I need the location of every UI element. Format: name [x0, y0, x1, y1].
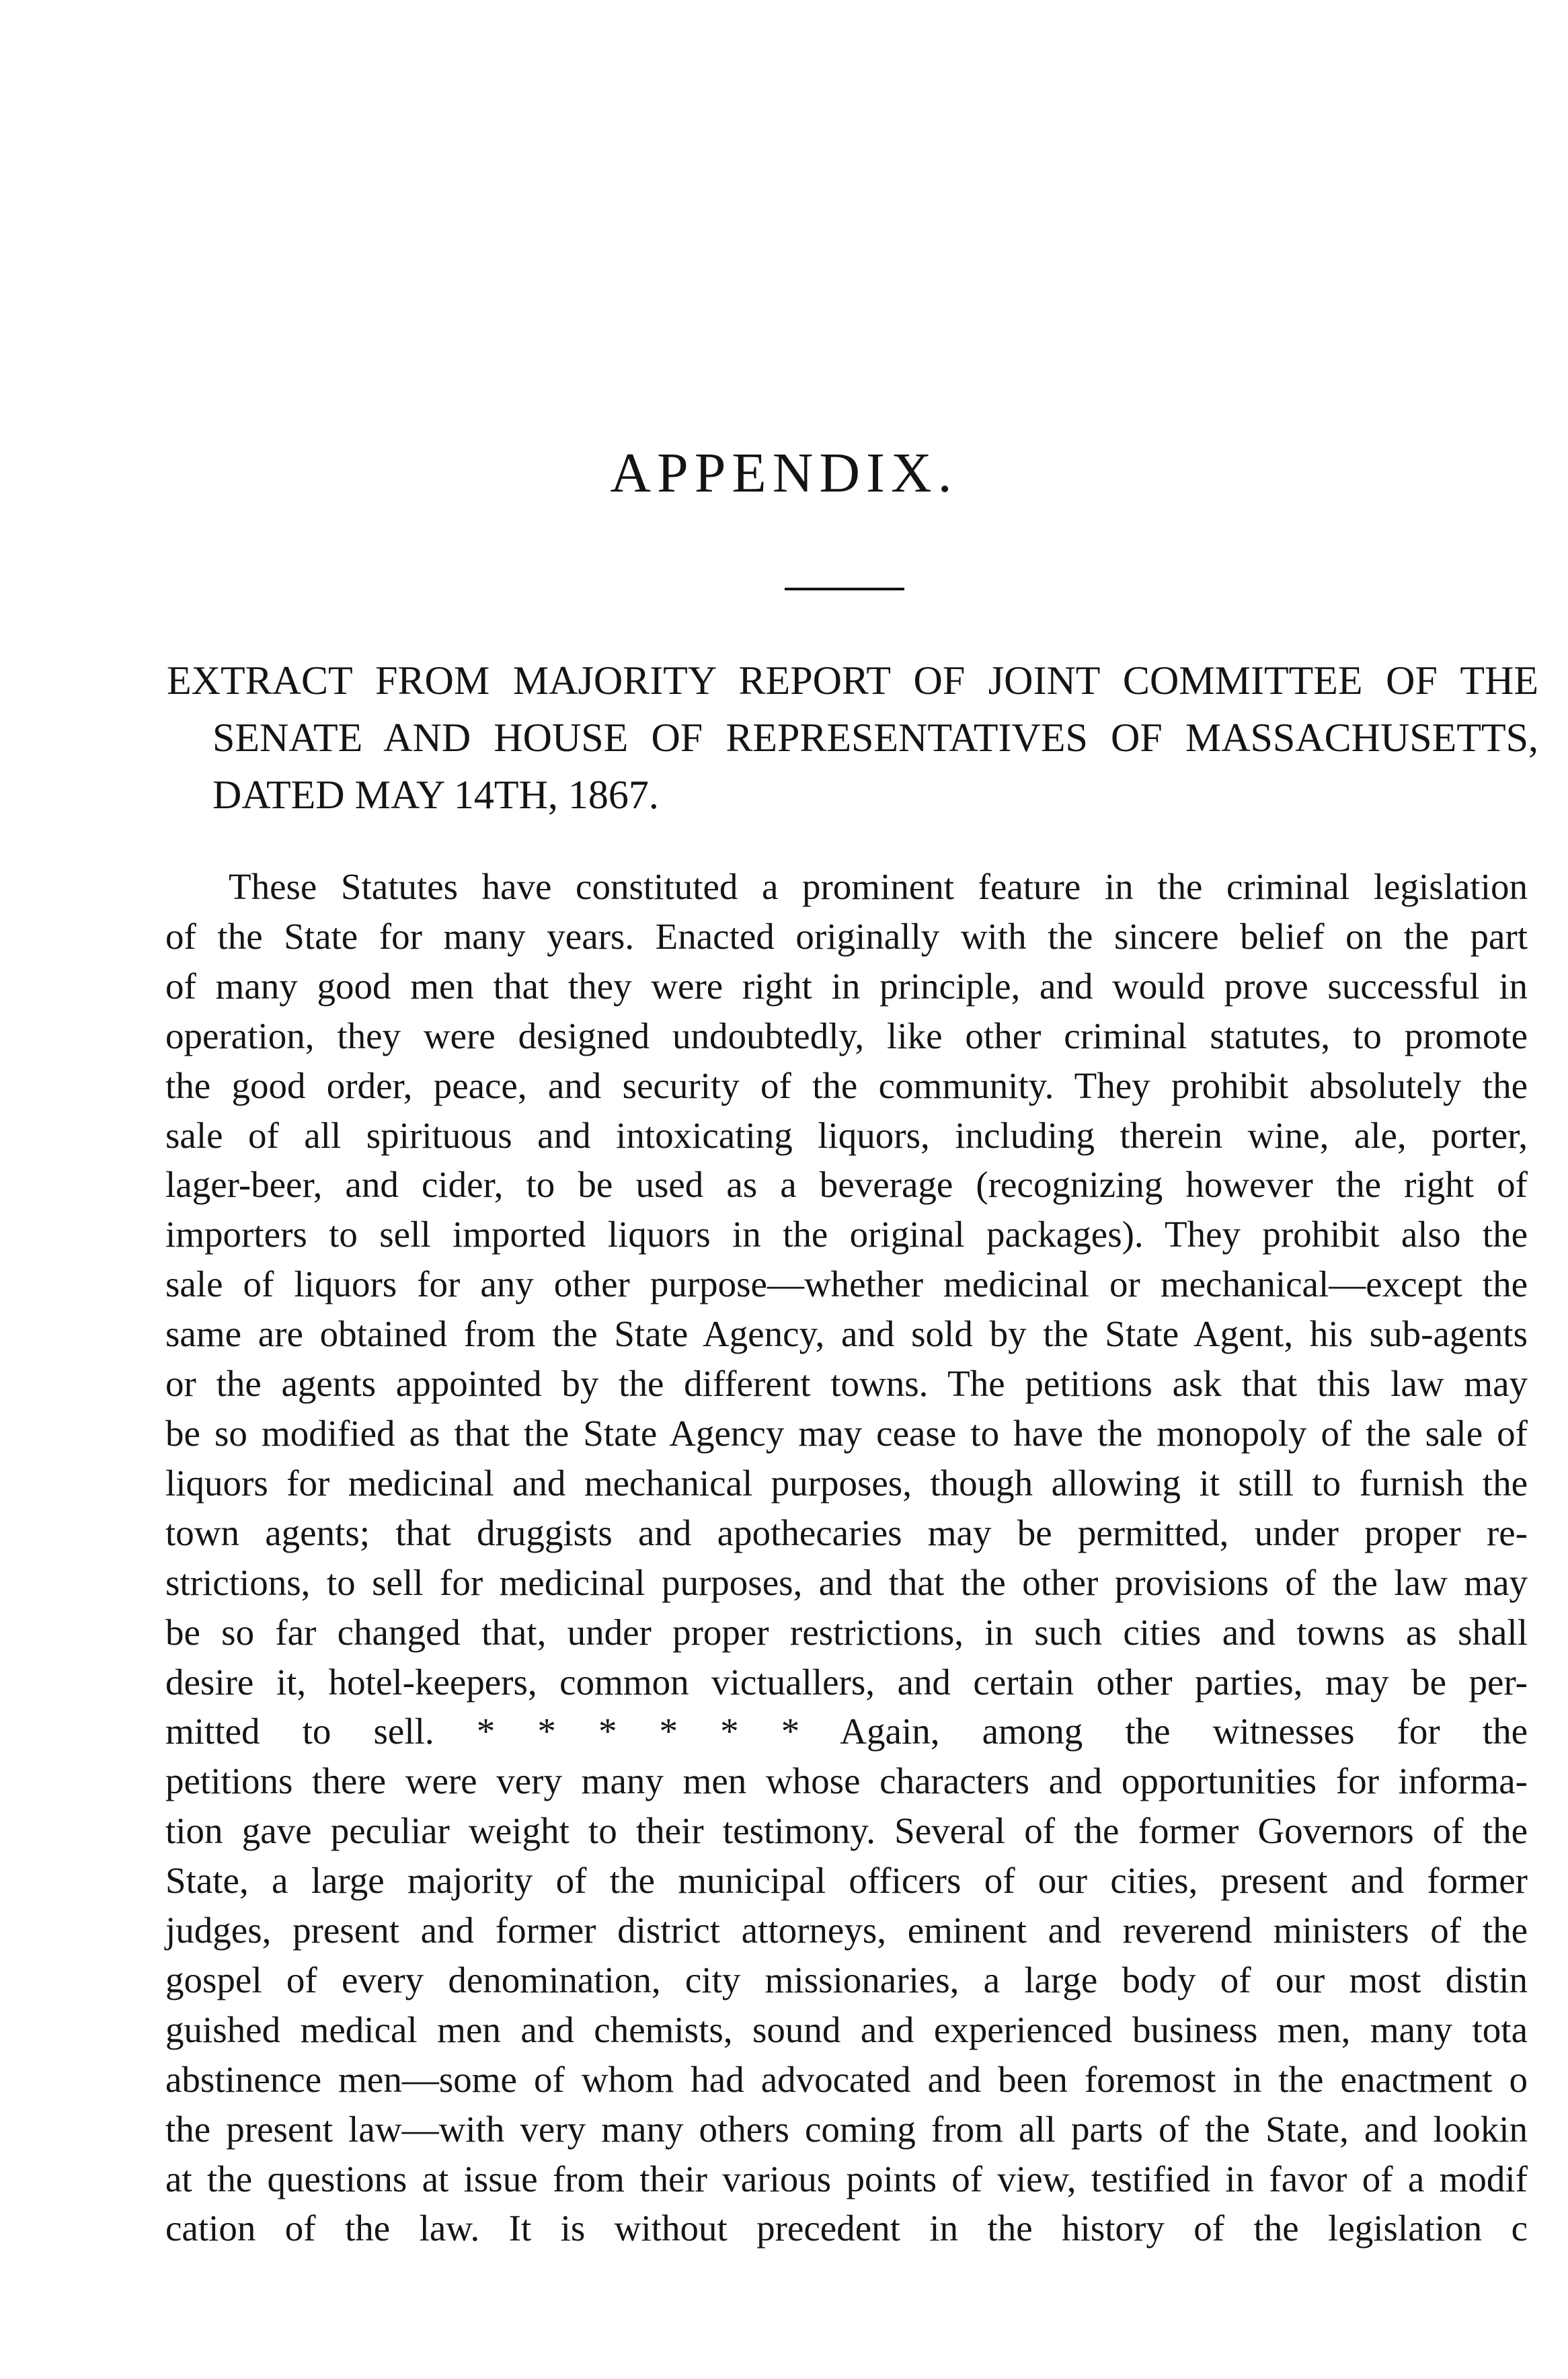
- heading-line: DATED MAY 14TH, 1867.: [212, 773, 659, 817]
- body-line: or the agents appointed by the different towns. The petitions ask that this law may: [165, 1363, 1528, 1405]
- body-line: sale of all spirituous and intoxicating liquors, including therein wine, ale, porter,: [165, 1114, 1528, 1156]
- body-line: lager-beer, and cider, to be used as a beverage (recognizing however the right of: [165, 1164, 1528, 1206]
- body-line: town agents; that druggists and apothecaries may be permitted, under proper re-: [165, 1512, 1528, 1553]
- body-line: be so far changed that, under proper restrictions, in such cities and towns as shall: [165, 1611, 1528, 1653]
- body-line: of the State for many years. Enacted originally with the sincere belief on the part: [165, 915, 1528, 957]
- body-paragraph: [165, 862, 1528, 2253]
- body-line: operation, they were designed undoubtedly, like other criminal statutes, to promote: [165, 1015, 1528, 1056]
- body-line: sale of liquors for any other purpose—whether medicinal or mechanical—except the: [165, 1263, 1528, 1305]
- body-line: the good order, peace, and security of the community. They prohibit absolutely the: [165, 1064, 1528, 1106]
- extract-heading: [167, 652, 1538, 824]
- appendix-title: APPENDIX.: [610, 442, 958, 504]
- body-line: abstinence men—some of whom had advocated and been foremost in the enactment o: [165, 2058, 1528, 2100]
- body-line: cation of the law. It is without precedent in the history of the legislation c: [165, 2208, 1528, 2249]
- heading-line: EXTRACT FROM MAJORITY REPORT OF JOINT COMMITTEE OF THE: [167, 658, 1538, 703]
- body-line: State, a large majority of the municipal officers of our cities, present and former: [165, 1860, 1528, 1902]
- body-line: liquors for medicinal and mechanical purposes, though allowing it still to furnish the: [165, 1462, 1528, 1504]
- body-line: gospel of every denomination, city missionaries, a large body of our most distin: [165, 1959, 1528, 2000]
- body-line: importers to sell imported liquors in the original packages). They prohibit also the: [165, 1214, 1528, 1255]
- body-line: petitions there were very many men whose characters and opportunities for informa-: [165, 1760, 1528, 1802]
- body-line: at the questions at issue from their various points of view, testified in favor of a modif: [165, 2158, 1528, 2199]
- body-line: guished medical men and chemists, sound and experienced business men, many tota: [165, 2008, 1528, 2050]
- body-line: judges, present and former district attorneys, eminent and reverend ministers of the: [165, 1910, 1528, 1951]
- heading-line: SENATE AND HOUSE OF REPRESENTATIVES OF MASSACHUSETTS,: [212, 715, 1538, 760]
- body-line: strictions, to sell for medicinal purposes, and that the other provisions of the law may: [165, 1561, 1528, 1603]
- body-line: These Statutes have constituted a prominent feature in the criminal legislation: [229, 866, 1528, 907]
- title-divider: [785, 588, 904, 590]
- body-line: the present law—with very many others coming from all parts of the State, and lookin: [165, 2108, 1528, 2150]
- body-line: be so modified as that the State Agency may cease to have the monopoly of the sale of: [165, 1412, 1528, 1454]
- body-line: mitted to sell. * * * * * * Again, among the witnesses for the: [165, 1711, 1528, 1752]
- body-line: same are obtained from the State Agency, and sold by the State Agent, his sub-agents: [165, 1313, 1528, 1355]
- body-line: desire it, hotel-keepers, common victuallers, and certain other parties, may be per-: [165, 1661, 1528, 1703]
- body-line: tion gave peculiar weight to their testimony. Several of the former Governors of the: [165, 1810, 1528, 1852]
- body-line: of many good men that they were right in principle, and would prove successful in: [165, 965, 1528, 1007]
